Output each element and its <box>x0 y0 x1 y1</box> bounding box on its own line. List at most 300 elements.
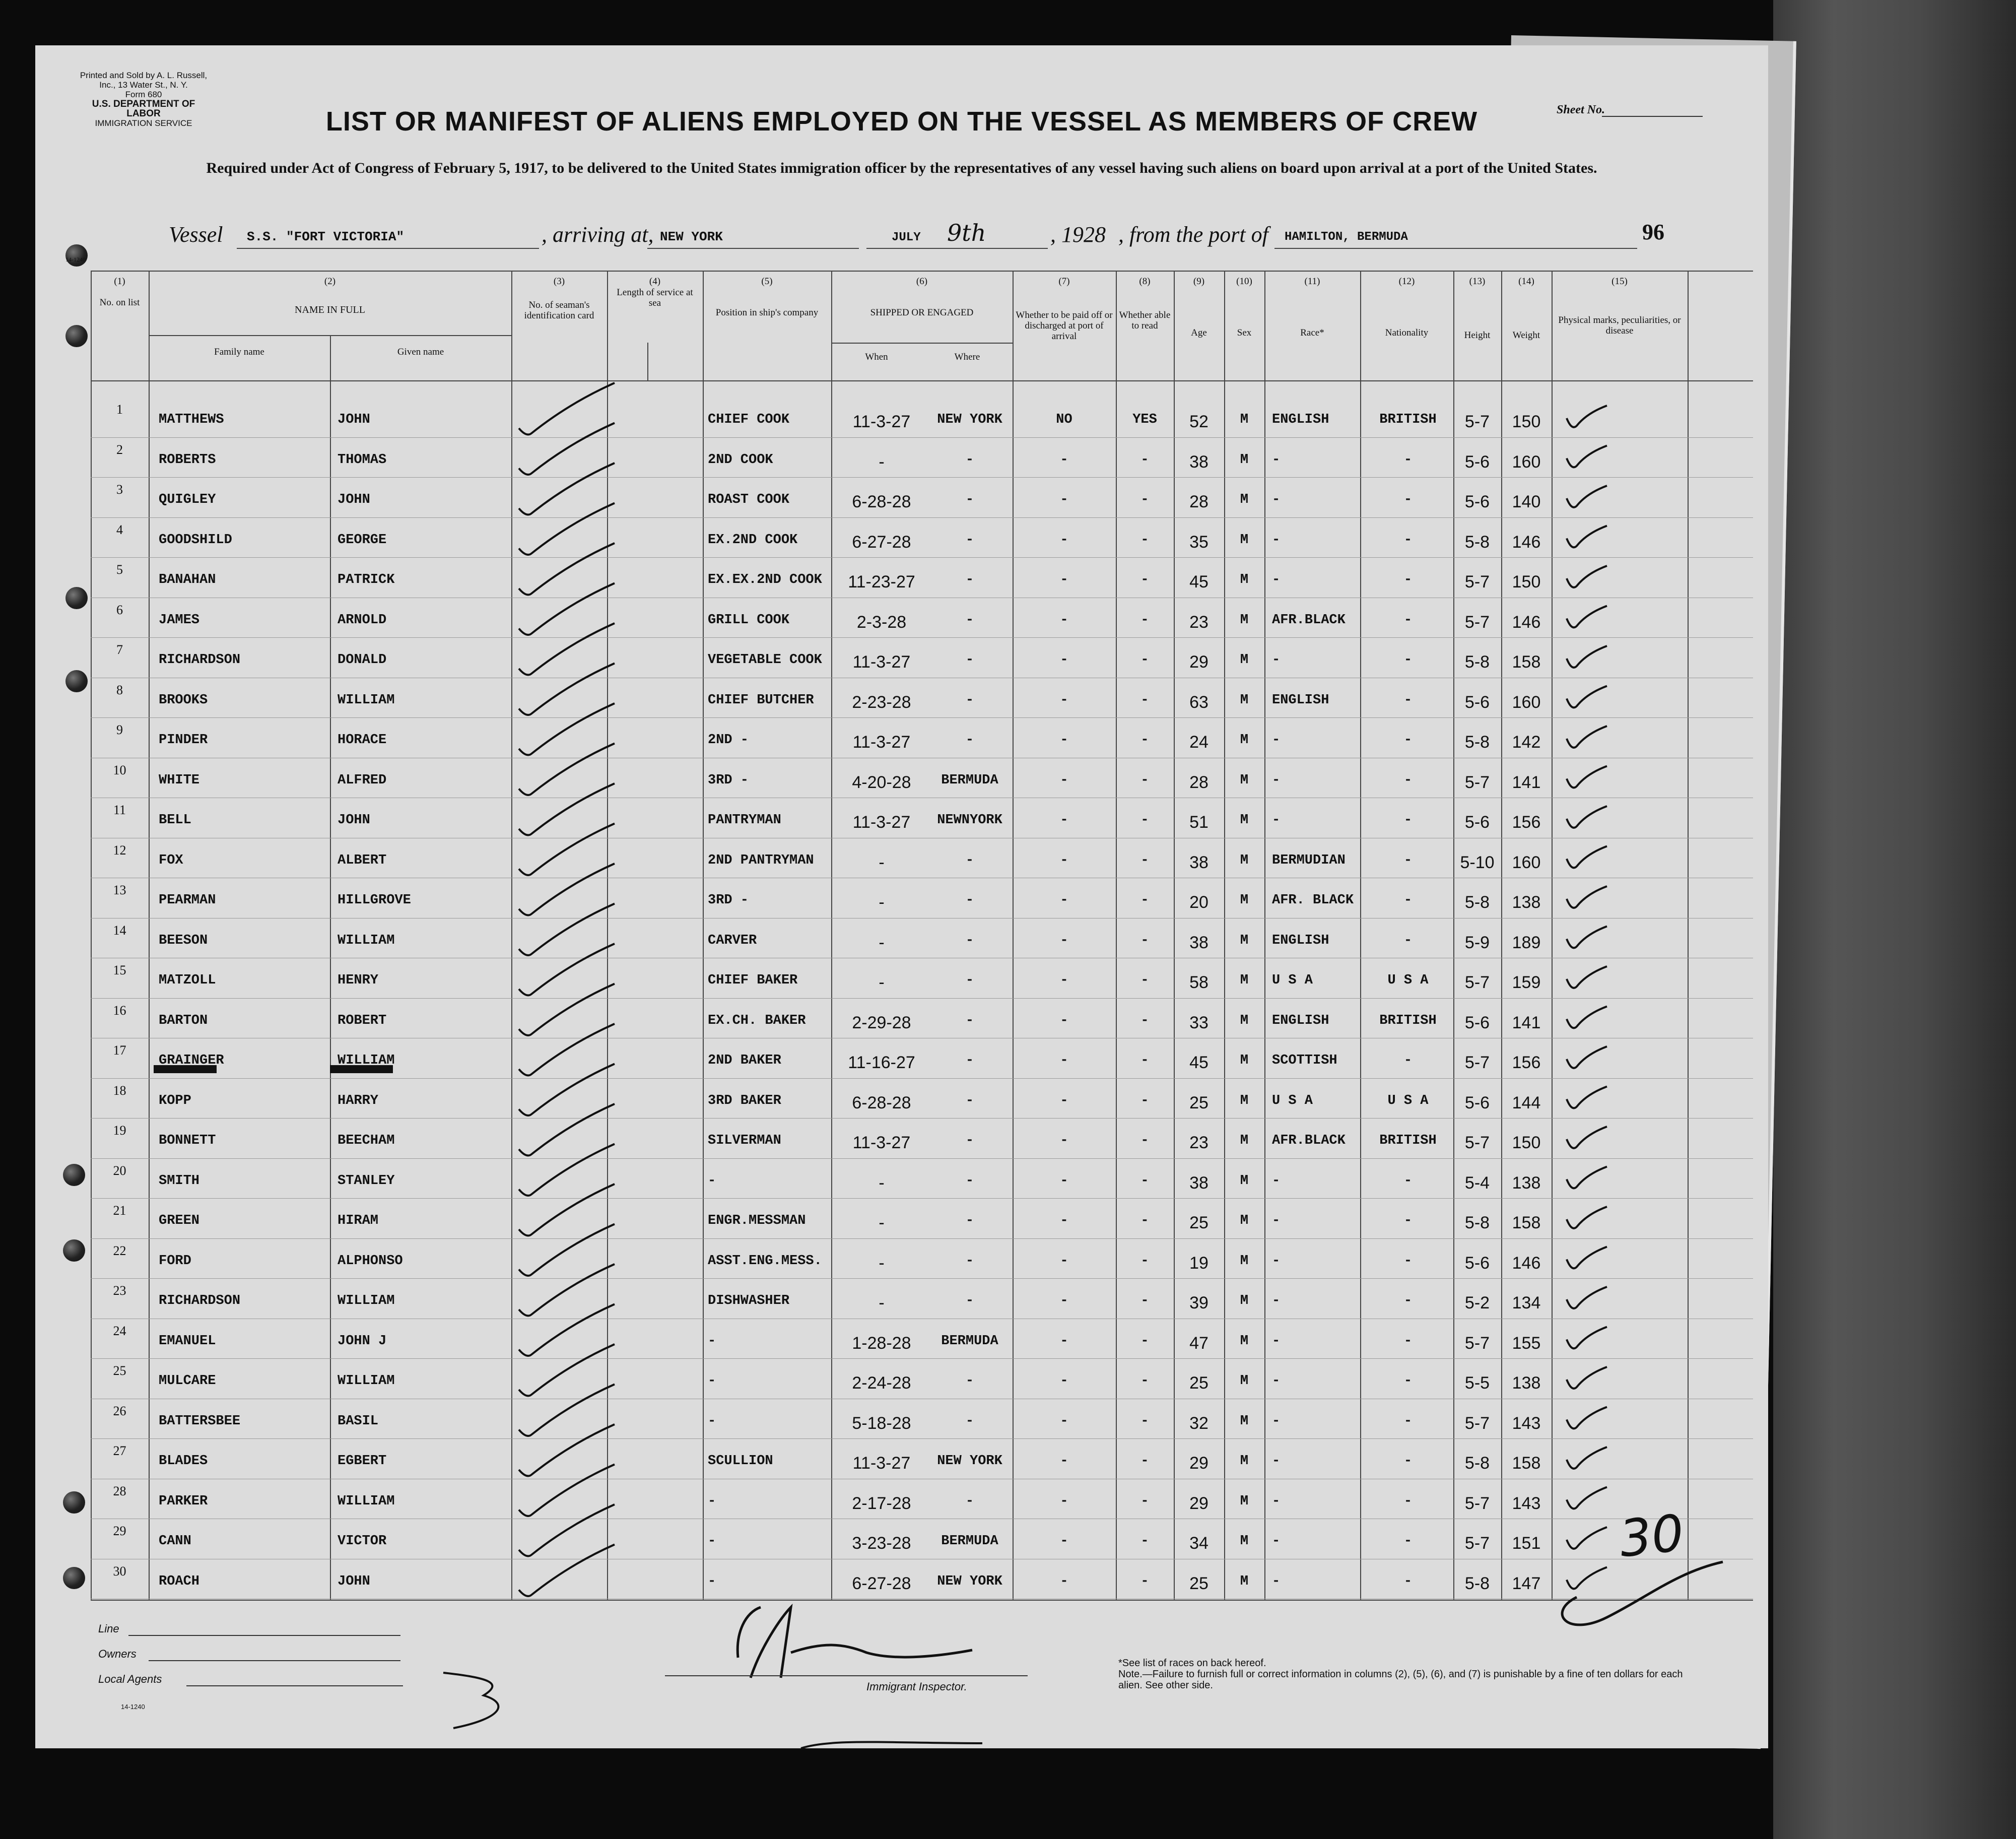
cell-given: JOHN <box>338 1573 370 1589</box>
cell-race: AFR. BLACK <box>1272 893 1354 908</box>
col-header-physical-marks: Physical marks, peculiarities, or disease <box>1558 315 1681 336</box>
cell-read: - <box>1140 1573 1149 1589</box>
cell-family: CANN <box>159 1534 191 1549</box>
cell-race: - <box>1272 1413 1281 1429</box>
cell-weight: 160 <box>1512 452 1541 472</box>
cell-race: - <box>1272 492 1281 507</box>
cell-weight: 150 <box>1512 572 1541 592</box>
cell-paid: - <box>1060 1573 1068 1589</box>
cell-height: 5-8 <box>1464 532 1490 552</box>
cell-weight: 158 <box>1512 1213 1541 1232</box>
cell-given: JOHN J <box>338 1333 387 1349</box>
cell-family: ROACH <box>159 1573 200 1589</box>
physical-marks-check-marks <box>1567 406 1607 1589</box>
cell-sex: M <box>1240 1133 1249 1148</box>
col-header-paid-off: Whether to be paid off or discharged at port of arrival <box>1016 310 1113 342</box>
check-mark <box>1567 1046 1607 1068</box>
cell-given: HIRAM <box>338 1213 379 1228</box>
cell-weight: 160 <box>1512 692 1541 712</box>
cell-where: BERMUDA <box>941 772 998 788</box>
cell-given: WILLIAM <box>338 692 395 708</box>
cell-where: - <box>965 1093 974 1108</box>
printer-line: Form 680 <box>125 90 162 99</box>
row-number: 17 <box>113 1043 126 1058</box>
cell-position: - <box>708 1534 716 1549</box>
cell-paid: - <box>1060 1173 1068 1189</box>
cell-weight: 158 <box>1512 652 1541 672</box>
cell-paid: - <box>1060 1253 1068 1269</box>
cell-read: - <box>1140 572 1149 587</box>
cell-when: 2-29-28 <box>852 1013 911 1032</box>
cell-age: 29 <box>1189 1454 1208 1473</box>
from-port-label: , from the port of <box>1118 222 1268 247</box>
row-number: 2 <box>116 442 123 457</box>
check-mark <box>1567 1487 1607 1509</box>
col-header-nationality: Nationality <box>1385 327 1429 338</box>
cell-age: 24 <box>1189 733 1208 752</box>
cell-sex: M <box>1240 772 1249 788</box>
cell-race: - <box>1272 1534 1281 1549</box>
cell-position: ASST.ENG.MESS. <box>708 1253 822 1269</box>
cell-nationality: - <box>1403 612 1413 628</box>
cell-nationality: BRITISH <box>1379 412 1437 427</box>
id-card-check-marks <box>519 383 615 1596</box>
cell-race: - <box>1272 452 1281 468</box>
cell-given: ALPHONSO <box>338 1253 403 1269</box>
cell-read: - <box>1140 452 1149 468</box>
cell-given: JOHN <box>338 492 370 507</box>
cell-position: - <box>708 1573 716 1589</box>
cell-given: BEECHAM <box>338 1133 395 1148</box>
cell-read: - <box>1140 1213 1149 1228</box>
cell-age: 23 <box>1189 1133 1208 1152</box>
cell-given: PATRICK <box>338 572 395 587</box>
cell-when: 5-18-28 <box>852 1413 911 1433</box>
col-number: (4) <box>649 276 661 287</box>
cell-sex: M <box>1240 1253 1249 1269</box>
col-number: (14) <box>1518 276 1534 287</box>
cell-read: - <box>1140 1093 1149 1108</box>
cell-weight: 141 <box>1512 1013 1541 1032</box>
cell-sex: M <box>1240 973 1249 988</box>
cell-read: - <box>1140 1493 1149 1509</box>
cell-read: - <box>1140 692 1149 708</box>
cell-given: EGBERT <box>338 1454 387 1469</box>
cell-read: - <box>1140 772 1149 788</box>
cell-when: 11-3-27 <box>852 412 911 431</box>
cell-given: DONALD <box>338 652 387 668</box>
handwritten-marks <box>35 45 1768 1748</box>
cell-age: 38 <box>1189 452 1208 472</box>
cell-paid: - <box>1060 1093 1068 1108</box>
cell-age: 34 <box>1189 1534 1208 1553</box>
cell-age: 25 <box>1189 1573 1208 1593</box>
form-code: 14-1240 <box>65 256 86 263</box>
cell-where: - <box>965 1133 974 1148</box>
check-mark <box>1567 886 1607 908</box>
cell-sex: M <box>1240 652 1249 668</box>
col-number: (12) <box>1398 276 1415 287</box>
page-title: LIST OR MANIFEST OF ALIENS EMPLOYED ON THE VESSEL AS MEMBERS OF CREW <box>325 106 1478 137</box>
cell-sex: M <box>1240 692 1249 708</box>
cell-paid: - <box>1060 1053 1068 1068</box>
row-number: 27 <box>113 1443 126 1458</box>
cell-nationality: - <box>1403 1534 1413 1549</box>
cell-nationality: U S A <box>1387 1093 1429 1108</box>
cell-age: 63 <box>1189 692 1208 712</box>
manifest-sheet <box>35 45 1768 1748</box>
cell-paid: - <box>1060 532 1068 548</box>
check-mark <box>1567 846 1607 868</box>
cell-age: 38 <box>1189 852 1208 872</box>
cell-weight: 159 <box>1512 973 1541 992</box>
cell-when: 4-20-28 <box>852 772 911 792</box>
row-number: 25 <box>113 1363 126 1378</box>
check-mark <box>519 383 615 434</box>
cell-height: 5-8 <box>1464 1454 1490 1473</box>
cell-paid: - <box>1060 1293 1068 1308</box>
cell-height: 5-2 <box>1464 1293 1490 1312</box>
cell-nationality: - <box>1403 532 1413 548</box>
cell-given: WILLIAM <box>338 933 395 948</box>
cell-sex: M <box>1240 1293 1249 1308</box>
cell-nationality: - <box>1403 492 1413 507</box>
cell-read: - <box>1140 492 1149 507</box>
cell-height: 5-7 <box>1464 1413 1490 1433</box>
cell-age: 51 <box>1189 813 1208 832</box>
col-header-when: When <box>865 352 888 362</box>
cell-weight: 147 <box>1512 1573 1541 1593</box>
inspector-signature-line <box>665 1675 1028 1676</box>
check-mark <box>1567 646 1607 668</box>
col-header-read: Whether able to read <box>1119 310 1171 331</box>
margin-scribble <box>443 1673 498 1728</box>
col-header-service: Length of service at sea <box>617 287 693 308</box>
cell-paid: - <box>1060 692 1068 708</box>
cell-sex: M <box>1240 612 1249 628</box>
row-number: 15 <box>113 963 126 977</box>
cell-weight: 150 <box>1512 412 1541 431</box>
cell-race: - <box>1272 532 1281 548</box>
cell-read: - <box>1140 1373 1149 1389</box>
inspector-signature-image <box>737 1607 972 1678</box>
cell-where: - <box>965 1013 974 1028</box>
cell-paid: - <box>1060 1133 1068 1148</box>
cell-age: 28 <box>1189 492 1208 511</box>
cell-position: - <box>708 1373 716 1389</box>
cell-weight: 138 <box>1512 893 1541 912</box>
cell-nationality: - <box>1403 893 1413 908</box>
col-header-age: Age <box>1191 327 1207 338</box>
cell-position: - <box>708 1333 716 1349</box>
cell-nationality: - <box>1403 1454 1413 1469</box>
cell-given: ARNOLD <box>338 612 387 628</box>
cell-weight: 144 <box>1512 1093 1541 1112</box>
cell-given: VICTOR <box>338 1534 387 1549</box>
col-number: (11) <box>1304 276 1320 287</box>
cell-height: 5-6 <box>1464 492 1490 511</box>
col-number: (10) <box>1236 276 1252 287</box>
cell-read: - <box>1140 852 1149 868</box>
check-mark <box>1567 927 1607 948</box>
cell-age: 29 <box>1189 652 1208 672</box>
cell-race: - <box>1272 1373 1281 1389</box>
row-number: 11 <box>113 803 126 817</box>
arriving-label: , arriving at, <box>542 222 654 247</box>
cell-sex: M <box>1240 1013 1249 1028</box>
cell-height: 5-7 <box>1464 772 1490 792</box>
cell-sex: M <box>1240 813 1249 828</box>
cell-position: 3RD - <box>708 893 749 908</box>
cell-sex: M <box>1240 1373 1249 1389</box>
cell-age: 38 <box>1189 933 1208 952</box>
page-number: 96 <box>1642 220 1664 244</box>
cell-given: HORACE <box>338 733 387 748</box>
cell-family: KOPP <box>159 1093 191 1108</box>
total-flourish <box>1562 1562 1723 1625</box>
cell-paid: - <box>1060 652 1068 668</box>
row-number: 4 <box>116 522 123 537</box>
cell-position: CHIEF BUTCHER <box>708 692 814 708</box>
cell-nationality: - <box>1403 772 1413 788</box>
cell-position: PANTRYMAN <box>708 813 781 828</box>
cell-family: QUIGLEY <box>159 492 216 507</box>
owners-field <box>149 1660 400 1661</box>
cell-position: ENGR.MESSMAN <box>708 1213 806 1228</box>
cell-family: BELL <box>159 813 191 828</box>
cell-paid: - <box>1060 1213 1068 1228</box>
cell-given: WILLIAM <box>338 1493 395 1509</box>
cell-sex: M <box>1240 1093 1249 1108</box>
cell-family: JAMES <box>159 612 200 628</box>
cell-race: U S A <box>1272 1093 1313 1108</box>
cell-race: - <box>1272 1173 1281 1189</box>
cell-where: - <box>965 1293 974 1308</box>
cell-paid: - <box>1060 492 1068 507</box>
col-number: (15) <box>1611 276 1628 287</box>
cell-age: 32 <box>1189 1413 1208 1433</box>
cell-paid: - <box>1060 1373 1068 1389</box>
cell-given: JOHN <box>338 813 370 828</box>
cell-age: 33 <box>1189 1013 1208 1032</box>
col-number: (2) <box>324 276 336 287</box>
cell-read: - <box>1140 1293 1149 1308</box>
cell-where: - <box>965 1493 974 1509</box>
cell-height: 5-6 <box>1464 813 1490 832</box>
col-number: (9) <box>1193 276 1205 287</box>
check-mark <box>1567 1567 1607 1589</box>
footnote-line: Note.—Failure to furnish full or correct information in columns (2), (5), (6), and (7) is punishable by a fine of ten dollars for each alien. See other side. <box>1118 1669 1683 1691</box>
cell-nationality: - <box>1403 1373 1413 1389</box>
cell-where: - <box>965 1213 974 1228</box>
cell-age: 39 <box>1189 1293 1208 1312</box>
col-header-family: Family name <box>214 347 264 357</box>
cell-age: 23 <box>1189 612 1208 632</box>
cell-position: 2ND COOK <box>708 452 773 468</box>
row-number: 8 <box>116 682 123 697</box>
cell-where: - <box>965 532 974 548</box>
cell-read: - <box>1140 1133 1149 1148</box>
cell-height: 5-5 <box>1464 1373 1490 1393</box>
row-number: 19 <box>113 1123 126 1138</box>
row-number: 6 <box>116 602 123 617</box>
cell-paid: - <box>1060 772 1068 788</box>
cell-family: MATZOLL <box>159 973 216 988</box>
check-mark <box>1567 1007 1607 1028</box>
cell-age: 25 <box>1189 1093 1208 1112</box>
cell-height: 5-7 <box>1464 1534 1490 1553</box>
cell-age: 20 <box>1189 893 1208 912</box>
cell-position: 2ND BAKER <box>708 1053 781 1068</box>
cell-weight: 141 <box>1512 772 1541 792</box>
col-number: (5) <box>761 276 773 287</box>
cell-where: - <box>965 692 974 708</box>
cell-paid: - <box>1060 1454 1068 1469</box>
check-mark <box>1567 1127 1607 1148</box>
cell-height: 5-7 <box>1464 1133 1490 1152</box>
cell-nationality: - <box>1403 852 1413 868</box>
arrival-port: NEW YORK <box>660 229 723 244</box>
cell-given: GEORGE <box>338 532 387 548</box>
row-number: 16 <box>113 1003 126 1018</box>
cell-given: HILLGROVE <box>338 893 411 908</box>
cell-sex: M <box>1240 1573 1249 1589</box>
cell-age: 47 <box>1189 1333 1208 1353</box>
check-mark <box>1567 1447 1607 1469</box>
col-header-weight: Weight <box>1512 330 1540 341</box>
cell-where: - <box>965 1053 974 1068</box>
cell-age: 45 <box>1189 1053 1208 1072</box>
cell-paid: - <box>1060 612 1068 628</box>
cell-race: SCOTTISH <box>1272 1053 1337 1068</box>
cell-race: - <box>1272 813 1281 828</box>
check-mark <box>1567 446 1607 468</box>
cell-nationality: - <box>1403 452 1413 468</box>
cell-read: - <box>1140 1013 1149 1028</box>
cell-paid: - <box>1060 1333 1068 1349</box>
cell-position: - <box>708 1493 716 1509</box>
cell-when: - <box>879 893 885 912</box>
cell-given: ALBERT <box>338 852 387 868</box>
cell-where: - <box>965 933 974 948</box>
cell-where: BERMUDA <box>941 1534 998 1549</box>
check-mark <box>1567 1167 1607 1189</box>
check-mark <box>1567 1247 1607 1269</box>
cell-nationality: - <box>1403 1213 1413 1228</box>
cell-age: 58 <box>1189 973 1208 992</box>
vessel-label: Vessel <box>169 222 223 247</box>
cell-race: AFR.BLACK <box>1272 612 1346 628</box>
cell-read: - <box>1140 1333 1149 1349</box>
cell-position: SCULLION <box>708 1454 773 1469</box>
cell-where: BERMUDA <box>941 1333 998 1349</box>
cell-position: - <box>708 1413 716 1429</box>
col-number: (13) <box>1469 276 1486 287</box>
cell-paid: - <box>1060 1534 1068 1549</box>
cell-height: 5-7 <box>1464 973 1490 992</box>
cell-height: 5-6 <box>1464 1253 1490 1273</box>
cell-nationality: U S A <box>1387 973 1429 988</box>
cell-nationality: - <box>1403 1053 1413 1068</box>
cell-age: 35 <box>1189 532 1208 552</box>
cell-position: EX.CH. BAKER <box>708 1013 806 1028</box>
cell-height: 5-8 <box>1464 652 1490 672</box>
cell-nationality: - <box>1403 1173 1413 1189</box>
check-mark <box>1567 526 1607 548</box>
cell-where: - <box>965 1373 974 1389</box>
check-mark <box>1567 1287 1607 1308</box>
cell-paid: - <box>1060 1013 1068 1028</box>
departure-port: HAMILTON, BERMUDA <box>1285 230 1408 244</box>
line-field <box>128 1635 400 1636</box>
cell-when: 11-16-27 <box>848 1053 915 1072</box>
cell-when: - <box>879 1253 885 1273</box>
row-number: 22 <box>113 1243 126 1258</box>
cell-race: - <box>1272 1293 1281 1308</box>
cell-where: - <box>965 452 974 468</box>
row-number: 1 <box>116 402 123 417</box>
col-header-where: Where <box>954 352 980 362</box>
cell-paid: - <box>1060 852 1068 868</box>
cell-race: U S A <box>1272 973 1313 988</box>
row-number: 28 <box>113 1483 126 1498</box>
footnote <box>1118 1658 1698 1691</box>
cell-when: 11-3-27 <box>852 813 911 832</box>
check-mark <box>1567 606 1607 628</box>
cell-when: - <box>879 973 885 992</box>
check-mark <box>1567 1207 1607 1228</box>
cell-given: STANLEY <box>338 1173 395 1189</box>
cell-race: ENGLISH <box>1272 1013 1329 1028</box>
cell-age: 19 <box>1189 1253 1208 1273</box>
cell-weight: 156 <box>1512 1053 1541 1072</box>
cell-weight: 134 <box>1512 1293 1541 1312</box>
row-number: 3 <box>116 482 123 497</box>
cell-sex: M <box>1240 1534 1249 1549</box>
page-subtitle: Required under Act of Congress of February 5, 1917, to be delivered to the United States immigration officer by the representatives of any vessel having such aliens on board upon arrival at a port of the United States. <box>206 160 1597 176</box>
cell-where: - <box>965 572 974 587</box>
check-mark <box>1567 806 1607 828</box>
cell-read: - <box>1140 1173 1149 1189</box>
cell-weight: 138 <box>1512 1373 1541 1393</box>
cell-nationality: - <box>1403 572 1413 587</box>
cell-height: 5-9 <box>1464 933 1490 952</box>
row-number: 12 <box>113 842 126 858</box>
sheet-number-label: Sheet No. <box>1557 103 1605 116</box>
cell-where: - <box>965 973 974 988</box>
cell-read: - <box>1140 1534 1149 1549</box>
cell-sex: M <box>1240 1053 1249 1068</box>
cell-nationality: - <box>1403 1253 1413 1269</box>
cell-where: - <box>965 733 974 748</box>
cell-given: WILLIAM <box>338 1053 395 1068</box>
check-mark <box>1567 1527 1607 1549</box>
cell-sex: M <box>1240 1173 1249 1189</box>
cell-when: 1-28-28 <box>852 1333 911 1353</box>
cell-when: 11-23-27 <box>848 572 915 592</box>
check-mark <box>1567 1327 1607 1349</box>
cell-read: - <box>1140 893 1149 908</box>
check-mark <box>1567 1087 1607 1108</box>
cell-when: - <box>879 1173 885 1193</box>
cell-family: FOX <box>159 852 183 868</box>
cell-family: BANAHAN <box>159 572 216 587</box>
footer-form-code: 14-1240 <box>121 1703 145 1711</box>
cell-nationality: - <box>1403 692 1413 708</box>
cell-paid: - <box>1060 933 1068 948</box>
cell-race: ENGLISH <box>1272 412 1329 427</box>
cell-weight: 160 <box>1512 852 1541 872</box>
